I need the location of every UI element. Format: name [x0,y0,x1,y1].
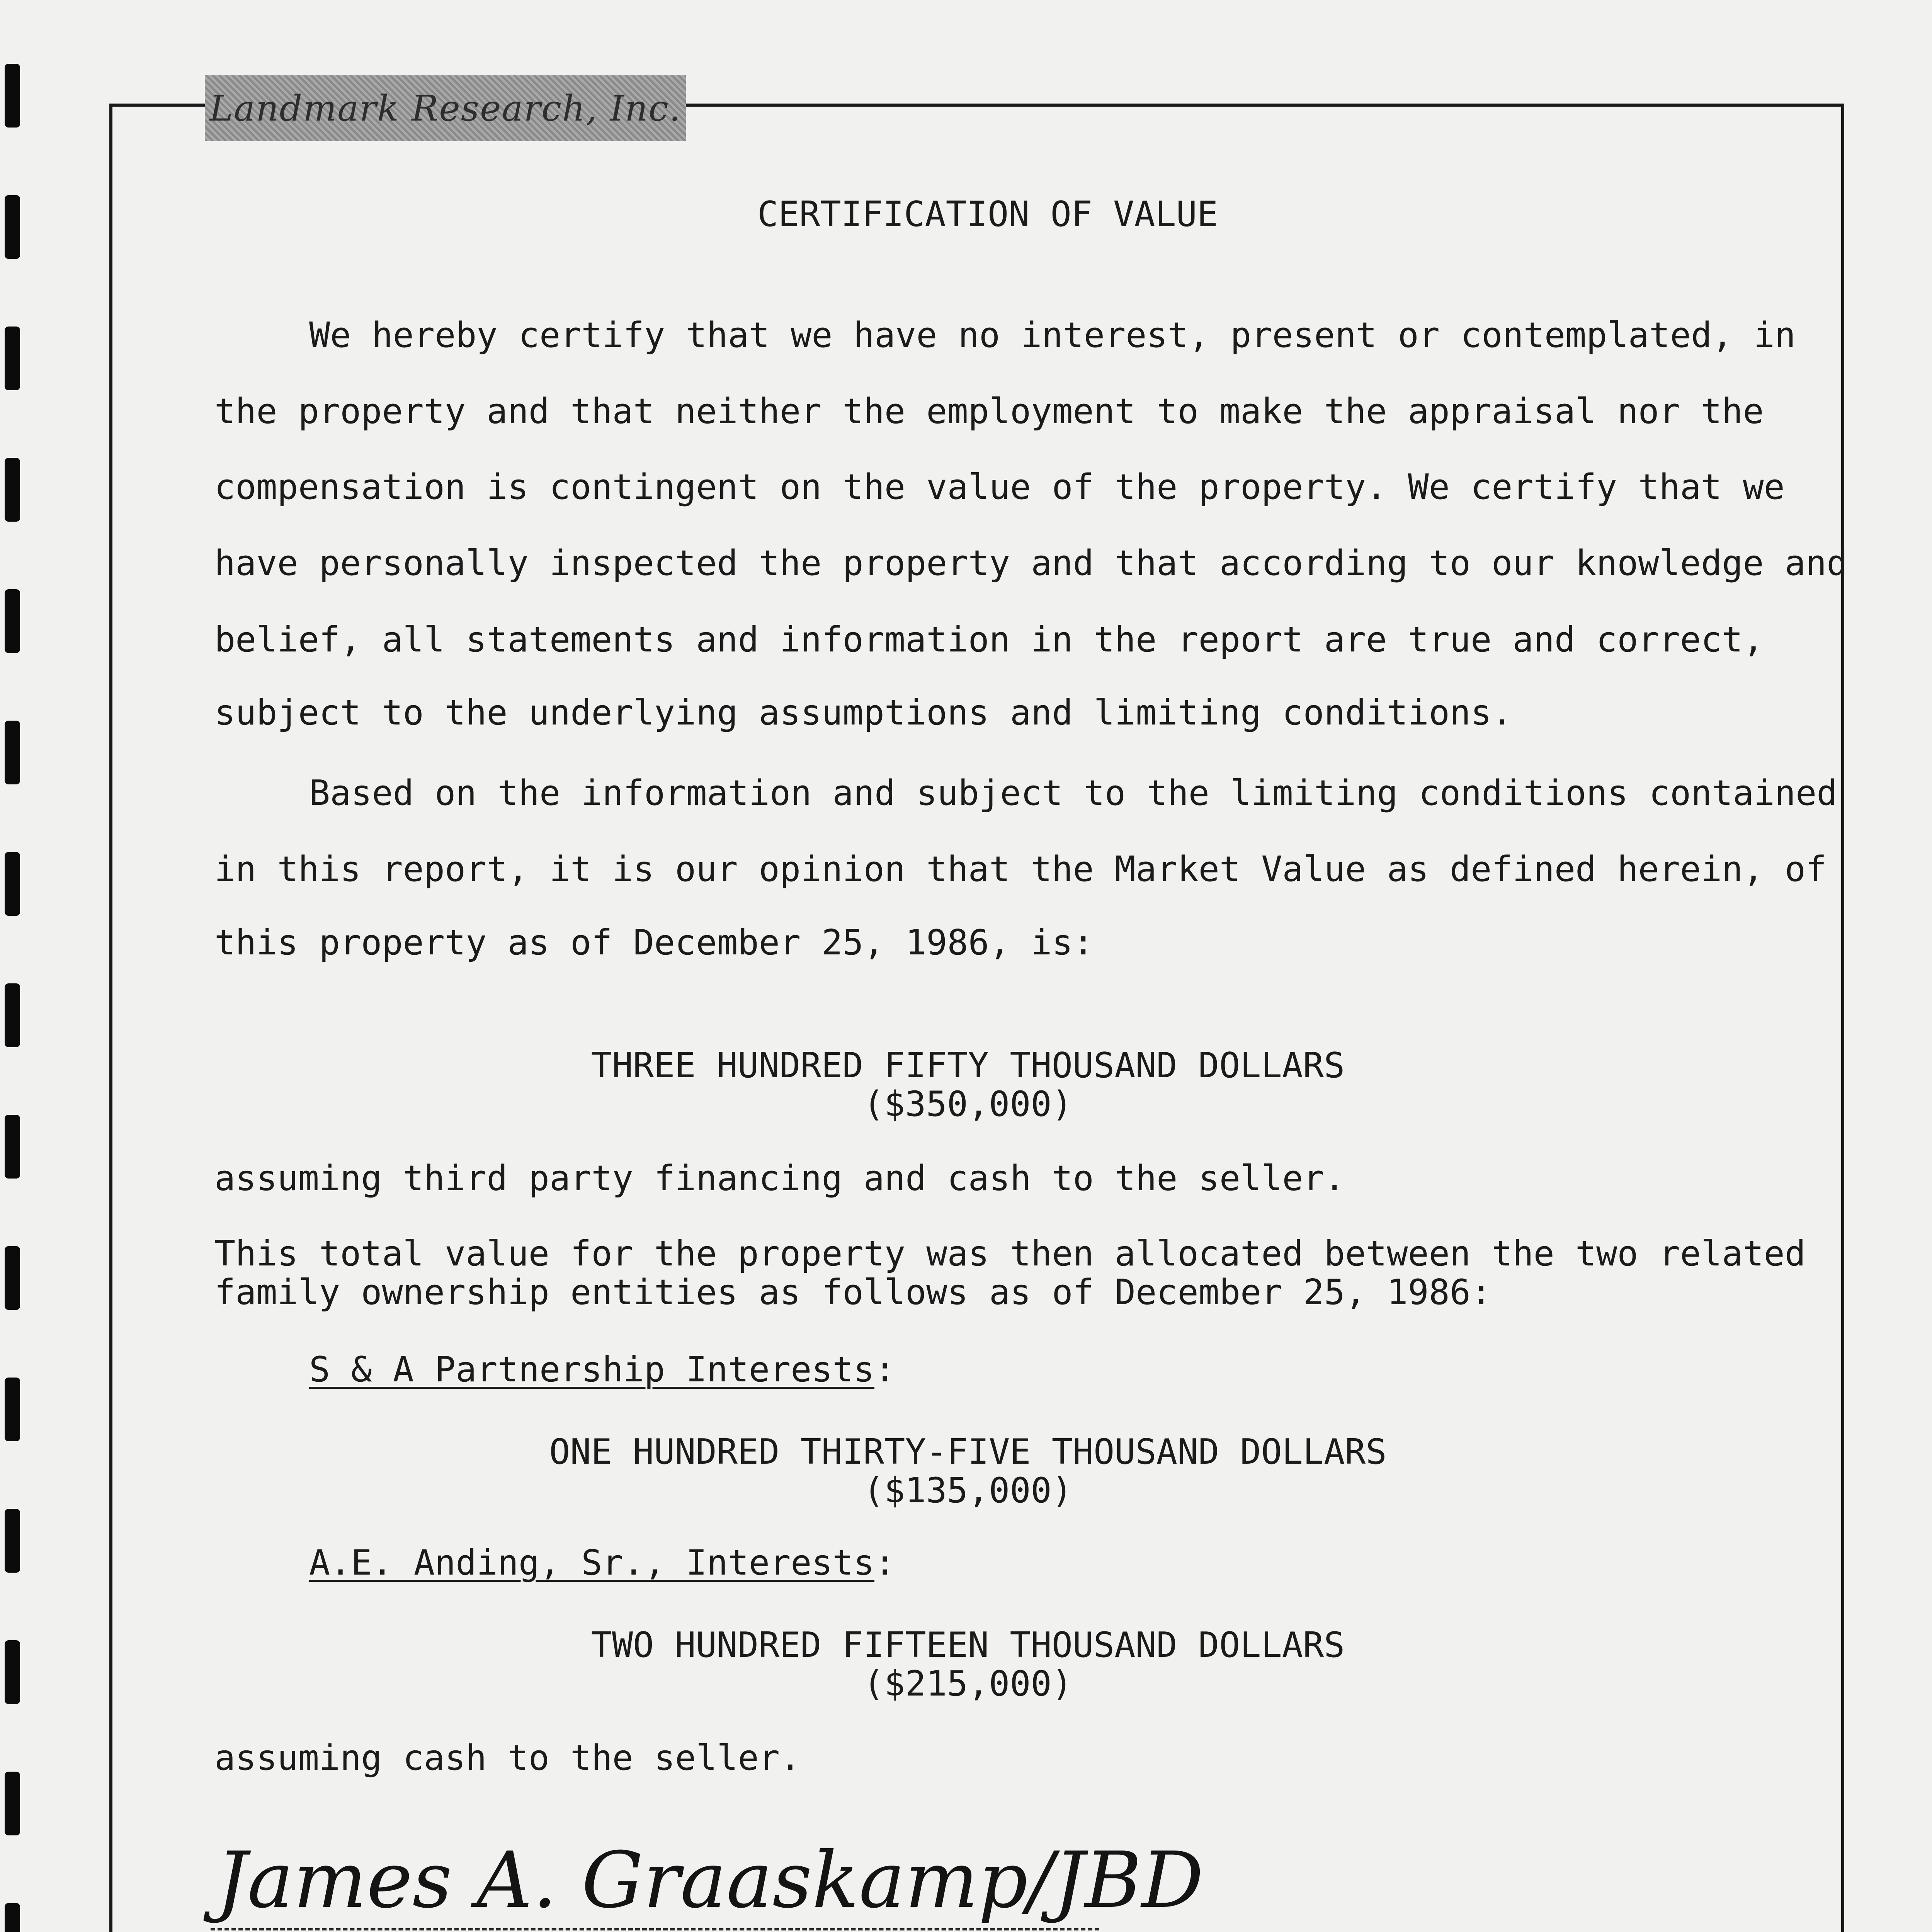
logo-text: Landmark Research, Inc. [209,87,681,129]
paragraph-line: We hereby certify that we have no interest, present or contemplated, in [309,315,1796,355]
company-logo [205,75,686,141]
binding-hole [5,852,20,916]
binding-hole [5,1378,20,1441]
binding-hole [5,589,20,653]
binding-hole [5,327,20,390]
total-value-words: THREE HUNDRED FIFTY THOUSAND DOLLARS [591,1045,1345,1086]
allocation-value-words: TWO HUNDRED FIFTEEN THOUSAND DOLLARS [591,1625,1345,1665]
allocation-value-amount: ($215,000) [863,1663,1073,1704]
allocation-intro: family ownership entities as follows as of December 25, 1986: [214,1272,1492,1313]
financing-note: assuming third party financing and cash to the seller. [214,1158,1345,1199]
binding-holes [0,0,23,1932]
binding-hole [5,1115,20,1179]
allocation-value-words: ONE HUNDRED THIRTY-FIVE THOUSAND DOLLARS [549,1432,1387,1472]
binding-hole [5,1640,20,1704]
paragraph-line: compensation is contingent on the value of the property. We certify that we [214,467,1785,507]
allocation-intro: This total value for the property was then allocated between the two related [214,1233,1806,1274]
binding-hole [5,1509,20,1573]
paragraph-line: in this report, it is our opinion that the Market Value as defined herein, of [214,849,1827,889]
binding-hole [5,458,20,522]
binding-hole [5,1772,20,1835]
paragraph-line: the property and that neither the employment to make the appraisal nor the [214,391,1764,432]
binding-hole [5,721,20,784]
signature-line [211,1928,1099,1930]
signature-graaskamp: James A. Graaskamp/JBD [216,1835,1204,1925]
allocation-heading: A.E. Anding, Sr., Interests: [309,1543,896,1583]
total-value-amount: ($350,000) [863,1084,1073,1124]
allocation-label: S & A Partnership Interests [309,1349,874,1390]
paragraph-line: this property as of December 25, 1986, is: [214,922,1094,963]
paragraph-line: belief, all statements and information in the report are true and correct, [214,619,1764,660]
binding-hole [5,1246,20,1310]
binding-hole [5,1903,20,1932]
paragraph-line: subject to the underlying assumptions and limiting conditions. [214,692,1513,733]
binding-hole [5,983,20,1047]
paragraph-line: have personally inspected the property and that according to our knowledge and [214,543,1848,583]
cash-note: assuming cash to the seller. [214,1738,801,1778]
allocation-value-amount: ($135,000) [863,1470,1073,1511]
document-title: CERTIFICATION OF VALUE [757,194,1218,235]
allocation-label: A.E. Anding, Sr., Interests [309,1543,874,1583]
binding-hole [5,195,20,259]
allocation-heading: S & A Partnership Interests: [309,1349,896,1390]
paragraph-line: Based on the information and subject to the limiting conditions contained [309,773,1838,813]
binding-hole [5,64,20,128]
